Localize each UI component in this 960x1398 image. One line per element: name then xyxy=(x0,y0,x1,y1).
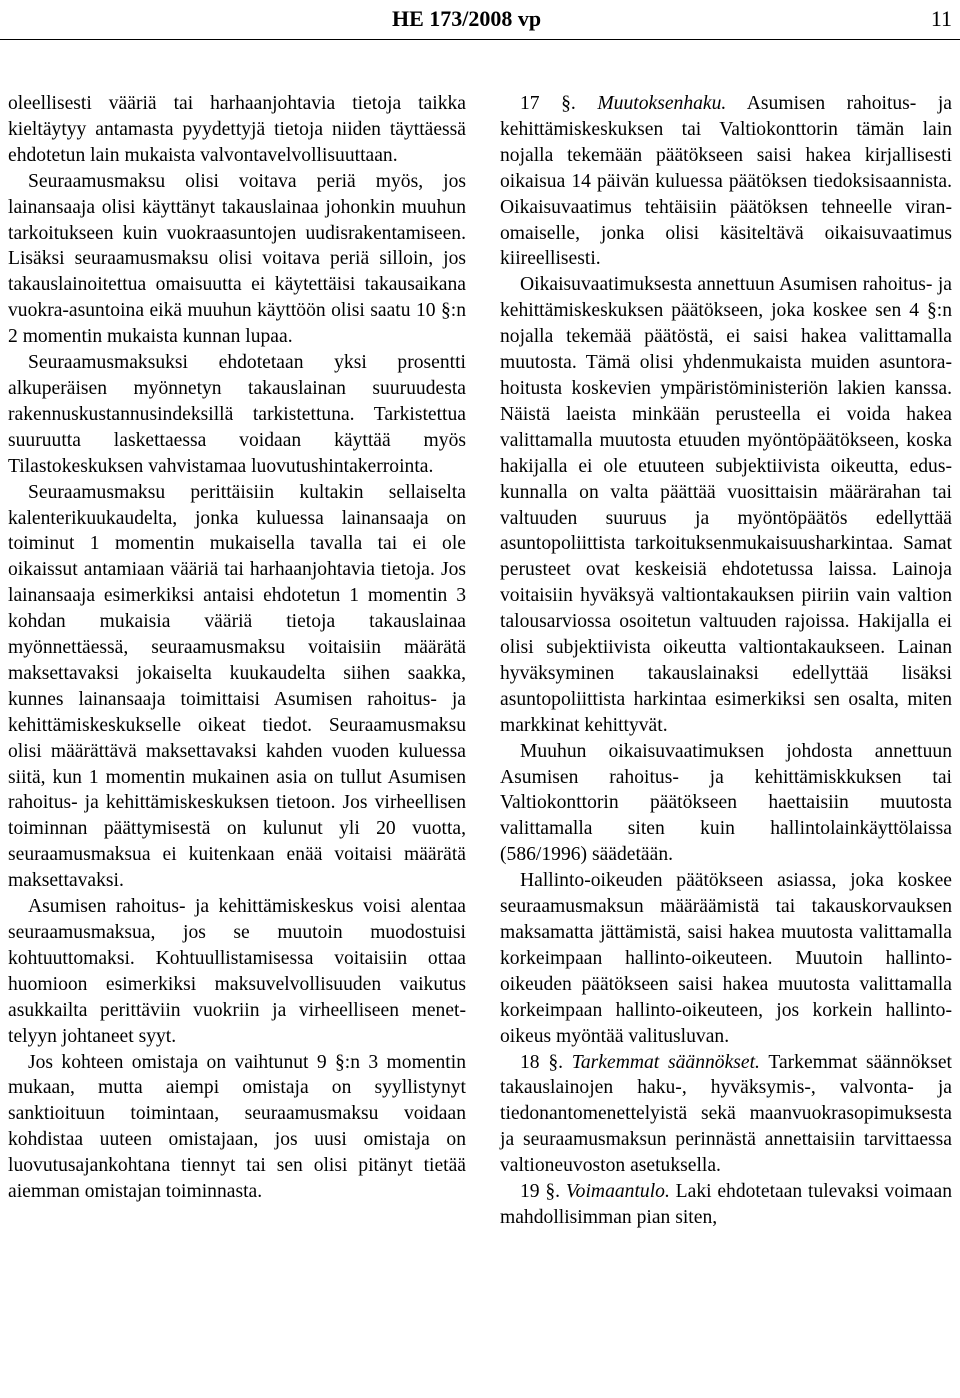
paragraph: Seuraamusmaksu perittäisiin kultakin sellaiselta kalenterikuukaudelta, jonka kuluessa lainansaaja on toiminut 1 momentin mukaisella tavalla tai ei ole oikaissut antamiaan vääriä tai harhaanjohtavia tietoja. Jos lainansaaja esimerkiksi antaisi ehdotetun 1 momentin 3 kohdan mukaisia vääriä tietoja takauslainaa myönnettäessä, seuraamusmaksu voitaisiin määrätä maksettavaksi jokaiselta kuukaudelta siihen saakka, kunnes lainansaaja toimittaisi Asumisen rahoitus- ja kehittämiskeskukselle oikeat tiedot. Seuraamusmaksu olisi määrättävä maksettavaksi kahden vuoden kuluessa siitä, kun 1 momentin mukainen asia on tullut Asumisen rahoitus- ja kehittämiskeskuksen tietoon. Jos virheellisen toiminnan päättymisestä on kulunut yli 20 vuotta, seuraamusmaksua ei kuitenkaan enää voitaisi määrätä maksettavaksi. xyxy=(8,481,466,892)
section-text: Laki ehdotetaan tulevaksi voimaan mahdollisimman pian siten, xyxy=(500,1181,953,1228)
page-number: 11 xyxy=(930,6,952,31)
page-header xyxy=(0,0,960,40)
section-number: 18 §. xyxy=(520,1051,564,1073)
section-19-paragraph xyxy=(500,1179,952,1231)
section-title: Voimaantulo. xyxy=(565,1181,670,1203)
paragraph: Seuraamusmaksu olisi voitava periä myös, jos lainansaaja olisi käyttänyt takauslainaa johonkin muuhun tarkoitukseen kuin vuokraasuntojen uudisrakentamiseen. Lisäksi seuraamusmaksu olisi voitava periä silloin, jos takauslainoitettua omaisuutta ei käytettäisi takausaikana vuokra-asuntoina eikä muuhun käyttöön olisi saatu 10 §:n 2 momentin mukaista kunnan lupaa. xyxy=(8,170,466,348)
paragraph: Muuhun oikaisuvaatimuksen johdosta annettuun Asumisen rahoitus- ja kehittämiskkuksen tai Valtiokonttorin päätökseen haettaisiin muutosta valittamalla siten kuin hallintolainkäyttölaissa (586/1996) säädetään. xyxy=(500,740,952,866)
left-column xyxy=(8,91,466,1205)
paragraph: Hallinto-oikeuden päätökseen asiassa, joka koskee seuraamusmaksun määräämistä tai takauskorvauksen maksamatta jättämistä, saisi hakea muutosta valittamalla korkeimpaan hallinto-oikeuteen. Muutoin hallinto-oikeuden päätökseen saisi hakea muutosta valittamalla korkeimpaan hallinto-oikeuteen, jos korkein hallinto-oikeus myöntää valitusluvan. xyxy=(500,870,952,1047)
paragraph: Seuraamusmaksuksi ehdotetaan yksi prosentti alkuperäisen myönnetyn takauslainan suuruudesta rakennuskustannusindeksillä tarkistettuna. Tarkistettua suuruutta laskettaessa voidaan käyttää myös Tilastokeskuksen vahvistamaa luovutushintakerrointa. xyxy=(8,352,466,477)
section-title: Tarkemmat säännökset. xyxy=(571,1051,760,1073)
section-17-paragraph xyxy=(500,91,952,272)
paragraph: Asumisen rahoitus- ja kehittämiskeskus voisi alentaa seuraamusmaksua, jos se muutoin muodostuisi kohtuuttomaksi. Kohtuullistamisessa voitaisiin ottaa huomioon esimerkiksi maksuvelvollisuuden vaikutus asukkailta perittäviin vuokriin ja virheelliseen menettelyyn johtaneet syyt. xyxy=(8,896,466,1047)
section-18-paragraph xyxy=(500,1050,952,1180)
paragraph: Jos kohteen omistaja on vaihtunut 9 §:n 3 momentin mukaan, mutta aiempi omistaja on syyllistynyt sanktioituun toimintaan, seuraamusmaksu voidaan kohdistaa uuteen omistajaan, jos uusi omistaja on luovutusajankohtana tiennyt tai sen olisi pitänyt tietää aiemman omistajan toiminnasta. xyxy=(8,1051,466,1203)
paragraph: oleellisesti vääriä tai harhaanjohtavia tietoja taikka kieltäytyy antamasta pyydettyjä tietoja niiden täyttäessä ehdotetun lain mukaista valvontavelvollisuuttaan. xyxy=(8,93,466,166)
section-text: Tarkemmat säännökset takauslainojen haku-, hyväksymis-, valvonta- ja tiedonantomenettelyistä sekä maanvuokrasopimuksesta ja seuraamusmaksun perinnästä annettaisiin tarvittaessa valtioneuvoston asetuksella. xyxy=(500,1051,952,1177)
document-id: HE 173/2008 vp xyxy=(392,6,542,31)
section-number: 19 §. xyxy=(520,1181,561,1203)
section-text: Asumisen rahoitus- ja kehittämiskeskuksen tai Valtiokonttorin tämän lain nojalla tekemään päätökseen saisi hakea kirjallisesti oikaisua 14 päivän kuluessa päätöksen tiedoksisaannista. Oikaisuvaatimus tehtäisiin päätöksen tehneelle viranomaiselle, jonka olisi käsiteltävä oikaisuvaatimus kiireellisesti. xyxy=(500,93,953,270)
section-title: Muutoksenhaku. xyxy=(597,93,727,114)
paragraph: Oikaisuvaatimuksesta annettuun Asumisen rahoitus- ja kehittämiskeskuksen päätökseen, joka koskee sen 4 §:n nojalla tekemää päätöstä, ei saisi hakea valittamalla muutosta. Tämä olisi yhdenmukaista muiden asuntorahoitusta koskevien ympäristöministeriön lakien kanssa. Näistä laeista minkään perusteella ei voida hakea valittamalla muutosta etuuden myöntöpäätökseen, koska hakijalla ei ole etuuteen subjektiivista oikeutta, eduskunnalla on valta päättää vuosittaisin määrärahan tai valtuuden suuruus ja myöntöpäätös edellyttää asuntopoliittista tarkoituksenmukaisuusharkintaa. Samat perusteet ovat keskeisiä ehdotetussa laissa. Lainoja voitaisiin hyväksyä valtiontakauksen piiriin vain valtion talousarviossa osoitetun valtuuden rajoissa. Hakijalla ei olisi subjektiivista oikeutta valtiontakaukseen. Lainan hyväksyminen takauslainaksi edellyttää lisäksi asuntopoliittista harkintaa esimerkiksi sen osalta, miten markkinat kehittyvät. xyxy=(500,274,952,736)
right-column xyxy=(500,91,952,1231)
section-number: 17 §. xyxy=(520,93,576,114)
